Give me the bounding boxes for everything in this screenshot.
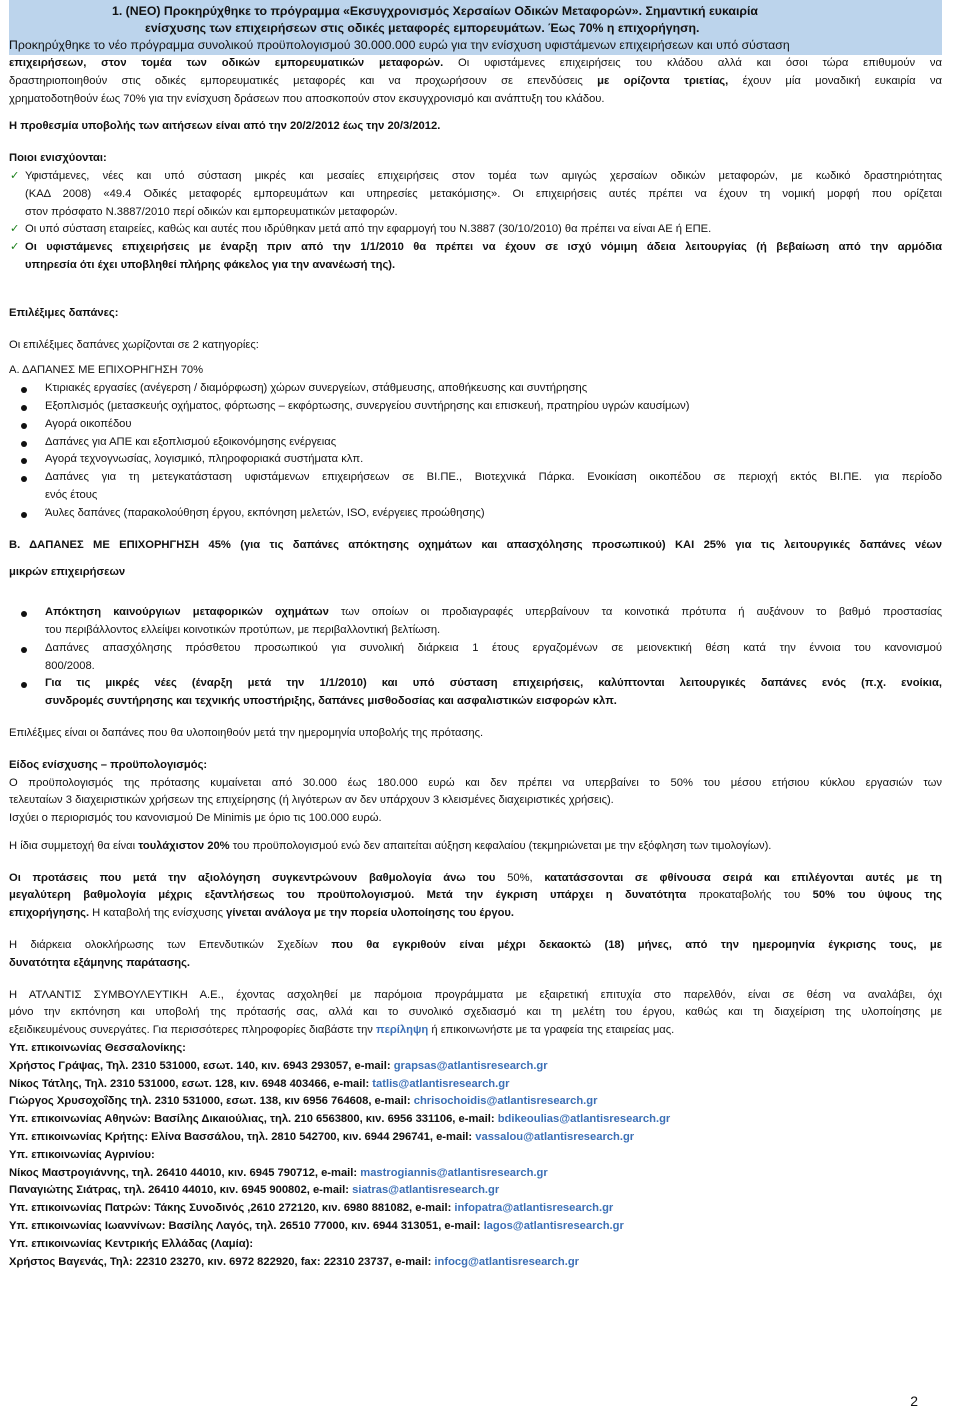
- bullet-icon: [21, 647, 27, 653]
- contact-row: [9, 1040, 942, 1058]
- list-item-text: Κτιριακές εργασίες (ανέγερση / διαμόρφωση) χώρων συνεργείων, στάθμευσης, αποθήκευσης και συντήρησης: [45, 382, 588, 395]
- header-title-line1: 1. (ΝΕΟ) Προκηρύχθηκε το πρόγραμμα «Εκσυγχρονισμός Χερσαίων Οδικών Μεταφορών». Σημαντική ευκαιρία: [112, 4, 758, 18]
- contact-text: Υπ. επικοινωνίας Κεντρικής Ελλάδας (Λαμία):: [9, 1237, 254, 1250]
- contact-text: Παναγιώτης Σιάτρας, τηλ. 26410 44010, κιν. 6945 900802, e-mail:: [9, 1184, 353, 1197]
- eval-text: επιχορήγησης.: [9, 907, 90, 920]
- beneficiary-item-2: [9, 221, 942, 239]
- bullet-icon: [21, 512, 27, 518]
- beneficiaries-title: Ποιοι ενισχύονται:: [9, 152, 107, 165]
- contact-text: Υπ. επικοινωνίας Πατρών: Τάκης Συνοδινός ,2610 272120, κιν. 6980 881082, e-mail:: [9, 1202, 455, 1215]
- contact-email-link[interactable]: tatlis@atlantisresearch.gr: [372, 1077, 510, 1090]
- contact-email-link[interactable]: bdikeoulias@atlantisresearch.gr: [497, 1113, 671, 1126]
- contact-row: [9, 1182, 942, 1200]
- article-header: [9, 0, 942, 55]
- list-item: [9, 434, 942, 452]
- deadline-text: Η προθεσμία υποβολής των αιτήσεων είναι από την 20/2/2012 έως την 20/3/2012.: [9, 120, 441, 133]
- contact-row: [9, 1254, 942, 1272]
- header-subtitle: [9, 37, 942, 54]
- eval-text: κατατάσσονται σε φθίνουσα σειρά και επιλέγονται αυτές με τη: [532, 871, 943, 884]
- contact-row: [9, 1111, 942, 1129]
- list-item-text: Δαπάνες για τη μετεγκατάσταση υφιστάμενων επιχειρήσεων σε ΒΙ.ΠΕ., Βιοτεχνικά Πάρκα. Ενοικίαση οικοπέδου σε περιοχή εκτός ΒΙ.ΠΕ. για περίοδο: [45, 471, 942, 484]
- list-item-text: 800/2008.: [45, 659, 95, 672]
- list-item: [9, 640, 942, 676]
- checkmark-icon: ✓: [10, 223, 20, 236]
- budget-line3: Ισχύει ο περιορισμός του κανονισμού De Minimis με όριο τις 100.000 ευρώ.: [9, 812, 382, 825]
- bullet-icon: [21, 682, 27, 688]
- intro-bold: επιχειρήσεων, στον τομέα των οδικών εμπορευματικών μεταφορών.: [9, 57, 444, 69]
- evaluation-line2: [9, 887, 942, 905]
- expenses-title: Επιλέξιμες δαπάνες:: [9, 306, 119, 319]
- eval-text: μεγαλύτερη βαθμολογία μέχρις εξαντλήσεως του προϋπολογισμού. Μετά την έγκριση υπάρχει η δυνατότητα: [9, 889, 687, 902]
- intro-line2: [9, 73, 942, 91]
- beneficiary-item-3: [9, 239, 942, 275]
- contact-row: [9, 1165, 942, 1183]
- intro-line0: Προκηρύχθηκε το νέο πρόγραμμα συνολικού προϋπολογισμού 30.000.000 ευρώ για την ενίσχυση υφιστάμενων επιχειρήσεων και υπό σύσταση: [9, 38, 790, 52]
- bullet-icon: [21, 611, 27, 617]
- bullet-icon: [21, 441, 27, 447]
- list-item-text: Δαπάνες απασχόλησης πρόσθετου προσωπικού για συνολική διάρκεια 1 έτους εργαζομένων σε μειονεκτική θέση κατά την έννοια του κανονισμού: [45, 641, 942, 654]
- contact-text: Υπ. επικοινωνίας Αθηνών: Βασίλης Δικαιούλιας, τηλ. 210 6563800, κιν. 6956 331106, e-mail:: [9, 1113, 498, 1126]
- contacts-block: [9, 1040, 942, 1271]
- list-item-text: του περιβάλλοντος ελλείψει κοινοτικών προτύπων, με περιβαλλοντική βελτίωση.: [45, 623, 441, 636]
- own-contribution: [9, 838, 942, 856]
- duration-bold: που θα εγκριθούν είναι μέχρι δεκαοκτώ (18) μήνες, από την ημερομηνία έγκρισης τους, με: [331, 939, 942, 952]
- list-item: [9, 469, 942, 505]
- summary-link[interactable]: περίληψη: [376, 1024, 429, 1037]
- intro-line3: χρηματοδοτηθούν έως 70% για την ενίσχυση δράσεων που αποσκοπούν στον εκσυγχρονισμό και ανάπτυξη του κλάδου.: [9, 92, 605, 105]
- contact-row: [9, 1058, 942, 1076]
- beneficiary-line: Οι υφιστάμενες επιχειρήσεις με έναρξη πριν από την 1/1/2010 θα πρέπει να έχουν σε ισχύ νόμιμη άδεια λειτουργίας (ή βεβαίωση από την αρμόδια: [25, 241, 942, 254]
- list-item-text: συνδρομές συντήρησης και τεχνικής υποστήριξης, δαπάνες μισθοδοσίας και ασφαλιστικών εισφορών κλπ.: [45, 695, 617, 708]
- duration-text: Η διάρκεια ολοκλήρωσης των Επενδυτικών Σχεδίων: [9, 939, 332, 952]
- budget-line1: Ο προϋπολογισμός της πρότασης κυμαίνεται από 30.000 έως 180.000 ευρώ και δεν πρέπει να υπερβαίνει το 50% του μέσου ετήσιου κύκλου εργασιών των: [9, 776, 942, 789]
- contact-text: Γιώργος Χρυσοχοΐδης τηλ. 2310 531000, εσωτ. 138, κιν 6956 764608, e-mail:: [9, 1095, 414, 1108]
- contact-row: [9, 1236, 942, 1254]
- contact-email-link[interactable]: lagos@atlantisresearch.gr: [483, 1220, 624, 1233]
- evaluation-line3: [9, 905, 942, 923]
- company-text: ή επικοινωνήστε με τα γραφεία της εταιρείας μας.: [428, 1024, 675, 1037]
- list-item: [9, 604, 942, 640]
- expenses-intro: Οι επιλέξιμες δαπάνες χωρίζονται σε 2 κατηγορίες:: [9, 338, 259, 351]
- list-item-text: Αγορά τεχνογνωσίας, λογισμικό, πληροφοριακά συστήματα κλπ.: [45, 453, 364, 466]
- evaluation-line1: [9, 870, 942, 888]
- list-item: [9, 398, 942, 416]
- checkmark-icon: ✓: [10, 169, 20, 182]
- bullet-icon: [21, 405, 27, 411]
- eval-text: 50%,: [495, 871, 533, 884]
- company-line2: μόνο την εκπόνηση και υποβολή της πρότασής σας, αλλά και το συνολικό σχεδιασμό και τη μελέτη του έργου, καθώς και τη διαχείριση της υλοποίησης με: [9, 1006, 942, 1019]
- header-title-line2: ενίσχυσης των επιχειρήσεων στις οδικές μεταφορές εμπορευμάτων. Έως 70% η επιχορήγηση.: [145, 21, 700, 35]
- list-item-text: Εξοπλισμός (μετασκευής οχήματος, φόρτωσης – εκφόρτωσης, συνεργείου συντήρησης και επισκευή, πρατηρίου υγρών καυσίμων): [45, 399, 690, 412]
- budget-title: Είδος ενίσχυσης – προϋπολογισμός:: [9, 758, 208, 771]
- contact-row: [9, 1200, 942, 1218]
- contact-text: Χρήστος Βαγενάς, Τηλ: 22310 23270, κιν. 6972 822920, fax: 22310 23737, e-mail:: [9, 1255, 435, 1268]
- contact-text: Υπ. επικοινωνίας Αγρινίου:: [9, 1148, 155, 1161]
- category-a-title: Α. ΔΑΠΑΝΕΣ ΜΕ ΕΠΙΧΟΡΗΓΗΣΗ 70%: [9, 364, 204, 377]
- contact-email-link[interactable]: mastrogiannis@atlantisresearch.gr: [360, 1166, 548, 1179]
- own-text2: του προϋπολογισμού ενώ δεν απαιτείται αύξηση κεφαλαίου (τεκμηριώνεται με την εξόφληση των τιμολογίων).: [229, 839, 772, 852]
- company-text: εξειδικευμένους συνεργάτες. Για περισσότερες πληροφορίες διαβάστε την: [9, 1024, 377, 1037]
- contact-row: [9, 1129, 942, 1147]
- company-line1: Η ΑΤΛΑΝΤΙΣ ΣΥΜΒΟΥΛΕΥΤΙΚΗ Α.Ε., έχοντας ασχοληθεί με παρόμοια προγράμματα με εξαιρετική επιτυχία στο παρελθόν, είναι σε θέση να αναλάβει, όχι: [9, 988, 942, 1001]
- contact-email-link[interactable]: siatras@atlantisresearch.gr: [352, 1184, 500, 1197]
- eval-text: προκαταβολής του: [686, 889, 813, 902]
- contact-email-link[interactable]: infocg@atlantisresearch.gr: [434, 1255, 580, 1268]
- checkmark-icon: ✓: [10, 241, 20, 254]
- list-item: [9, 416, 942, 434]
- contact-text: Υπ. επικοινωνίας Ιωαννίνων: Βασίλης Λαγός, τηλ. 26510 77000, κιν. 6944 313051, e-mail:: [9, 1220, 484, 1233]
- contact-email-link[interactable]: chrisochoidis@atlantisresearch.gr: [413, 1095, 598, 1108]
- beneficiary-line: Υφιστάμενες, νέες και υπό σύσταση μικρές και μεσαίες επιχειρήσεις στον τομέα των αμιγώς χερσαίων οδικών μεταφορών, με κωδικό δραστηριότητας: [25, 169, 942, 182]
- bullet-icon: [21, 423, 27, 429]
- duration-line1: [9, 937, 942, 955]
- bullet-icon: [21, 476, 27, 482]
- eval-text: 50% του ύψους της: [812, 889, 942, 902]
- beneficiary-line: υπηρεσία ότι έχει υποβληθεί πλήρης φάκελος για την ανανέωσή της).: [25, 258, 396, 271]
- list-item: [9, 380, 942, 398]
- intro-bold2: με ορίζοντα τριετίας,: [597, 74, 729, 87]
- contact-text: Χρήστος Γράψας, Τηλ. 2310 531000, εσωτ. 140, κιν. 6943 293057, e-mail:: [9, 1059, 394, 1072]
- page-number: 2: [910, 1393, 918, 1409]
- contact-row: [9, 1147, 942, 1165]
- intro-text: Οι υφιστάμενες επιχειρήσεις του κλάδου αλλά και όσοι τώρα επιθυμούν να: [443, 57, 942, 69]
- beneficiary-line: στον πρόσφατο Ν.3887/2010 περί οδικών και εμπορευματικών μεταφορών.: [25, 205, 398, 218]
- list-item-text: των οποίων οι προδιαγραφές υπερβαίνουν τα κοινοτικά πρότυπα ή αυξάνουν το βαθμό προστασίας: [328, 606, 942, 619]
- beneficiary-item-1: [9, 168, 942, 221]
- list-item: [9, 451, 942, 469]
- list-item-text: Για τις μικρές νέες (έναρξη μετά την 1/1/2010) και υπό σύσταση επιχειρήσεις, καλύπτονται λειτουργικές δαπάνες ενός (π.χ. ενοίκια,: [45, 677, 942, 690]
- own-text: Η ίδια συμμετοχή θα είναι: [9, 839, 139, 852]
- eval-text: Οι προτάσεις που μετά την αξιολόγηση συγκεντρώνουν βαθμολογία άνω του: [9, 871, 496, 884]
- contact-email-link[interactable]: grapsas@atlantisresearch.gr: [393, 1059, 548, 1072]
- list-item-text: Αγορά οικοπέδου: [45, 417, 132, 430]
- contact-row: [9, 1218, 942, 1236]
- eval-text: γίνεται ανάλογα με την πορεία υλοποίησης του έργου.: [226, 907, 515, 920]
- document-page: [9, 0, 942, 1271]
- list-item-text: Δαπάνες για ΑΠΕ και εξοπλισμού εξοικονόμησης ενέργειας: [45, 435, 337, 448]
- list-item: [9, 505, 942, 523]
- contact-row: [9, 1076, 942, 1094]
- list-item-text: ενός έτους: [45, 488, 98, 501]
- duration-line2: δυνατότητα εξάμηνης παράτασης.: [9, 956, 190, 969]
- bullet-icon: [21, 458, 27, 464]
- eval-text: Η καταβολή της ενίσχυσης: [89, 907, 227, 920]
- contact-text: Υπ. επικοινωνίας Θεσσαλονίκης:: [9, 1042, 186, 1055]
- category-b-title-line2: μικρών επιχειρήσεων: [9, 566, 126, 579]
- contact-text: Νίκος Μαστρογιάννης, τηλ. 26410 44010, κιν. 6945 790712, e-mail:: [9, 1166, 361, 1179]
- company-line3: [9, 1022, 942, 1040]
- list-item: [9, 675, 942, 711]
- intro-text2: δραστηριοποιηθούν στις οδικές εμπορευματικές μεταφορές και να προχωρήσουν σε επενδύσεις: [9, 74, 598, 87]
- intro-text3: έχουν μία μοναδική ευκαιρία να: [728, 74, 943, 87]
- contact-email-link[interactable]: infopatra@atlantisresearch.gr: [454, 1202, 614, 1215]
- eligibility-date-note: Επιλέξιμες είναι οι δαπάνες που θα υλοποιηθούν μετά την ημερομηνία υποβολής της πρότασης.: [9, 726, 484, 739]
- contact-email-link[interactable]: vassalou@atlantisresearch.gr: [475, 1131, 635, 1144]
- contact-row: [9, 1093, 942, 1111]
- intro-line1: [9, 55, 942, 73]
- list-item-bold: Απόκτηση καινούργιων μεταφορικών οχημάτων: [45, 606, 329, 619]
- contact-text: Νίκος Τάτλης, Τηλ. 2310 531000, εσωτ. 128, κιν. 6948 403466, e-mail:: [9, 1077, 373, 1090]
- contact-text: Υπ. επικοινωνίας Κρήτης: Ελίνα Βασσάλου, τηλ. 2810 542700, κιν. 6944 296741, e-mail:: [9, 1131, 476, 1144]
- beneficiary-line: Οι υπό σύσταση εταιρείες, καθώς και αυτές που ιδρύθηκαν μετά από την εφαρμογή του Ν.3887 (30/10/2010) θα πρέπει να είναι ΑΕ ή ΕΠΕ.: [25, 223, 712, 236]
- category-b-title-line1: Β. ΔΑΠΑΝΕΣ ΜΕ ΕΠΙΧΟΡΗΓΗΣΗ 45% (για τις δαπάνες απόκτησης οχημάτων και απασχόλησης προσωπικού) ΚΑΙ 25% για τις λειτουργικές δαπάνες νέων: [9, 538, 942, 551]
- list-item-text: Άυλες δαπάνες (παρακολούθηση έργου, εκπόνηση μελετών, ISO, ενέργειες προώθησης): [45, 506, 485, 519]
- beneficiary-line: (ΚΑΔ 2008) «49.4 Οδικές μεταφορές εμπορευμάτων και υπηρεσίες μετακόμισης». Οι επιχειρήσεις αυτές πρέπει να έχουν τη νομική μορφή που ορίζεται: [25, 187, 942, 200]
- own-bold: τουλάχιστον 20%: [138, 839, 230, 852]
- budget-line2: τελευταίων 3 διαχειριστικών χρήσεων της επιχείρησης (ή λιγότερων αν δεν υπάρχουν 3 κλεισμένες διαχειριστικές χρήσεις).: [9, 794, 614, 807]
- bullet-icon: [21, 387, 27, 393]
